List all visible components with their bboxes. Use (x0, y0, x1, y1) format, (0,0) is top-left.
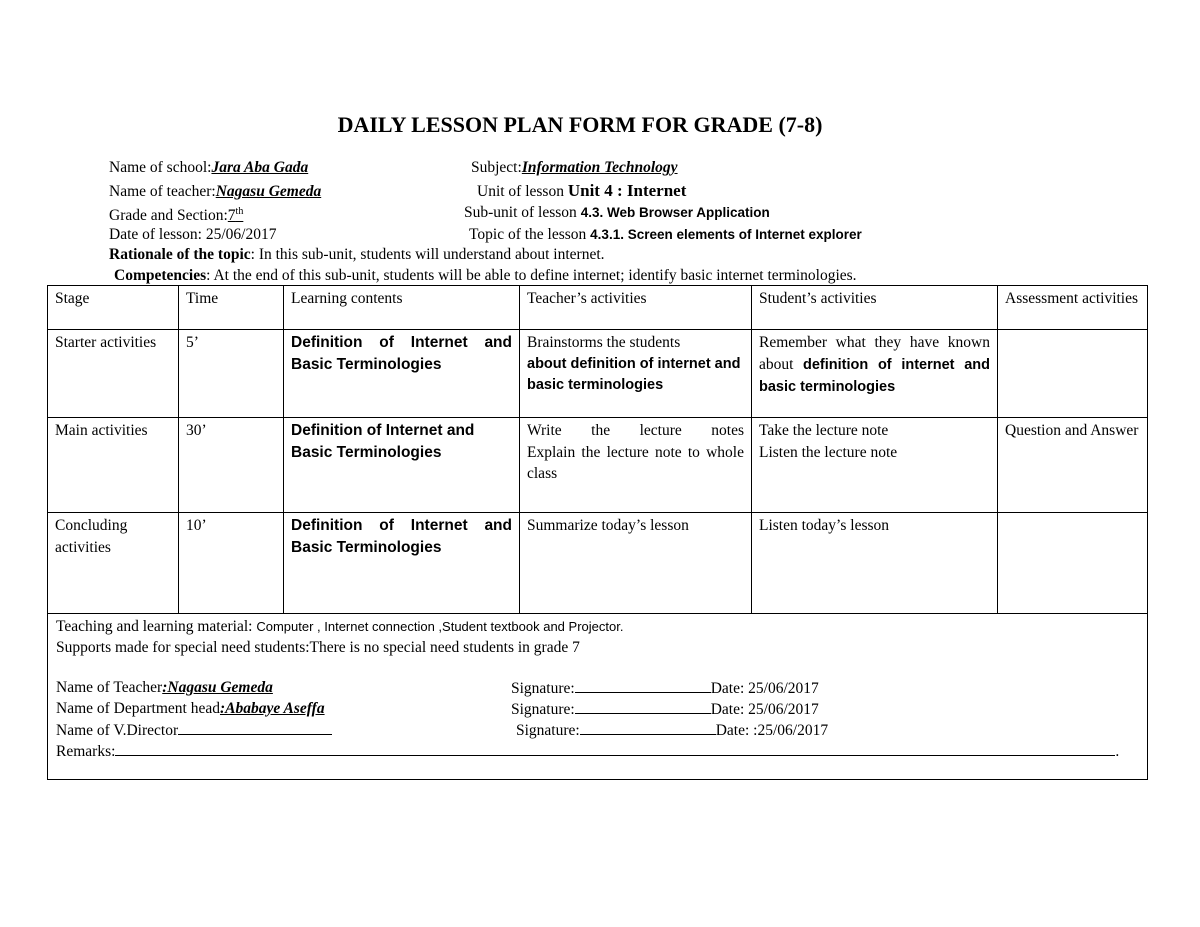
teacher-date: Date: 25/06/2017 (710, 680, 819, 697)
content-cell: Definition of Internet and Basic Terminologies (284, 513, 520, 614)
content-cell: Definition of Internet and Basic Terminologies (284, 330, 520, 418)
lesson-date: Date of lesson: 25/06/2017 (109, 226, 277, 243)
table-row (48, 513, 1148, 614)
assessment-cell (998, 330, 1148, 418)
header-student-activities: Student’s activities (752, 286, 998, 330)
student-activity-text: Take the lecture note (759, 422, 889, 439)
competencies-label: Competencies (114, 267, 207, 284)
header-assessment: Assessment activities (998, 286, 1148, 330)
teacher-activity-cell: Summarize today’s lesson (520, 513, 752, 614)
teacher-activity-cell (520, 418, 752, 513)
topic-value: 4.3.1. Screen elements of Internet explorer (590, 227, 862, 242)
subunit-label: Sub-unit of lesson (464, 204, 577, 221)
competencies-line (114, 266, 857, 286)
remarks-label: Remarks: (56, 743, 116, 760)
table-row (48, 330, 1148, 418)
teacher-activity-text: Brainstorms the students (527, 334, 681, 351)
grade-line (109, 202, 243, 226)
school-value: Jara Aba Gada (211, 159, 309, 176)
assessment-cell (998, 513, 1148, 614)
material-value: Computer , Internet connection ,Student textbook and Projector. (256, 619, 624, 634)
signature-blank (580, 719, 716, 735)
stage-cell: Concluding activities (48, 513, 179, 614)
footer-cell (48, 614, 1148, 780)
remarks-blank (115, 740, 1115, 756)
stage-cell: Main activities (48, 418, 179, 513)
student-activity-cell (752, 418, 998, 513)
table-header-row (48, 286, 1148, 330)
subunit-value: 4.3. Web Browser Application (580, 205, 770, 220)
material-line (56, 616, 623, 637)
subject-value: Information Technology (521, 159, 678, 176)
content-cell: Definition of Internet and Basic Terminologies (284, 418, 520, 513)
student-activity-bold: definition of internet and basic terminologies (759, 356, 990, 395)
signature-label: Signature: (516, 722, 580, 739)
table-row (48, 418, 1148, 513)
teacher-activity-text: Write the lecture notes (527, 422, 744, 439)
dept-date: Date: 25/06/2017 (710, 701, 819, 718)
unit-value: Unit 4 : Internet (567, 181, 687, 200)
rationale-label: Rationale of the topic (109, 246, 251, 263)
student-activity-cell: Listen today’s lesson (752, 513, 998, 614)
lesson-plan-table (47, 285, 1148, 780)
footer-teacher-line (56, 677, 273, 698)
student-activity-text-2: Listen the lecture note (759, 443, 898, 461)
grade-value: 7th (227, 206, 244, 225)
signature-blank (575, 698, 711, 714)
time-cell: 30’ (179, 418, 284, 513)
footer-director-line (56, 719, 332, 741)
topic-line (469, 225, 862, 245)
director-label: Name of V.Director (56, 722, 179, 739)
footer-teacher-label: Name of Teacher (56, 679, 163, 696)
stage-cell: Starter activities (48, 330, 179, 418)
remarks-end: . (1115, 743, 1120, 760)
dept-signature-line (511, 698, 819, 720)
teacher-label: Name of teacher: (109, 183, 216, 200)
supports-line: Supports made for special need students:There is no special need students in grade 7 (56, 639, 580, 656)
dept-label: Name of Department head (56, 700, 220, 717)
subject-label: Subject: (471, 159, 522, 176)
dept-value: :Ababaye Aseffa (219, 700, 325, 717)
signature-label: Signature: (511, 680, 575, 697)
subject-line (471, 158, 678, 178)
header-teacher-activities: Teacher’s activities (520, 286, 752, 330)
director-date: Date: :25/06/2017 (715, 722, 829, 739)
director-signature-line (516, 719, 828, 741)
signature-blank (575, 677, 711, 693)
subunit-line (464, 203, 770, 223)
teacher-name-line (109, 182, 321, 202)
header-stage: Stage (48, 286, 179, 330)
assessment-cell: Question and Answer (998, 418, 1148, 513)
signature-label: Signature: (511, 701, 575, 718)
time-cell: 10’ (179, 513, 284, 614)
topic-label: Topic of the lesson (469, 226, 587, 243)
time-cell: 5’ (179, 330, 284, 418)
school-label: Name of school: (109, 159, 212, 176)
unit-label: Unit of lesson (477, 183, 564, 200)
teacher-activity-bold: about definition of internet and basic terminologies (527, 355, 741, 393)
teacher-activity-text-2: Explain the lecture note to whole class (527, 443, 744, 482)
rationale-text: : In this sub-unit, students will understand about internet. (250, 246, 605, 263)
footer-teacher-value: :Nagasu Gemeda (162, 679, 273, 696)
remarks-line (56, 740, 1119, 762)
rationale-line (109, 245, 605, 265)
student-activity-cell (752, 330, 998, 418)
material-label: Teaching and learning material: (56, 618, 253, 635)
header-learning-contents: Learning contents (284, 286, 520, 330)
student-activity-text: Remember what they have known about (759, 334, 990, 373)
page-title: DAILY LESSON PLAN FORM FOR GRADE (7-8) (337, 112, 823, 137)
footer-row (48, 614, 1148, 780)
school-name-line (109, 158, 308, 178)
unit-line (477, 181, 686, 202)
teacher-value: Nagasu Gemeda (215, 183, 322, 200)
footer-dept-line (56, 698, 325, 719)
teacher-signature-line (511, 677, 819, 699)
director-blank (178, 719, 332, 735)
competencies-text: : At the end of this sub-unit, students will be able to define internet; identify basic internet terminologies. (206, 267, 857, 284)
header-time: Time (179, 286, 284, 330)
grade-label: Grade and Section: (109, 207, 228, 225)
teacher-activity-cell (520, 330, 752, 418)
